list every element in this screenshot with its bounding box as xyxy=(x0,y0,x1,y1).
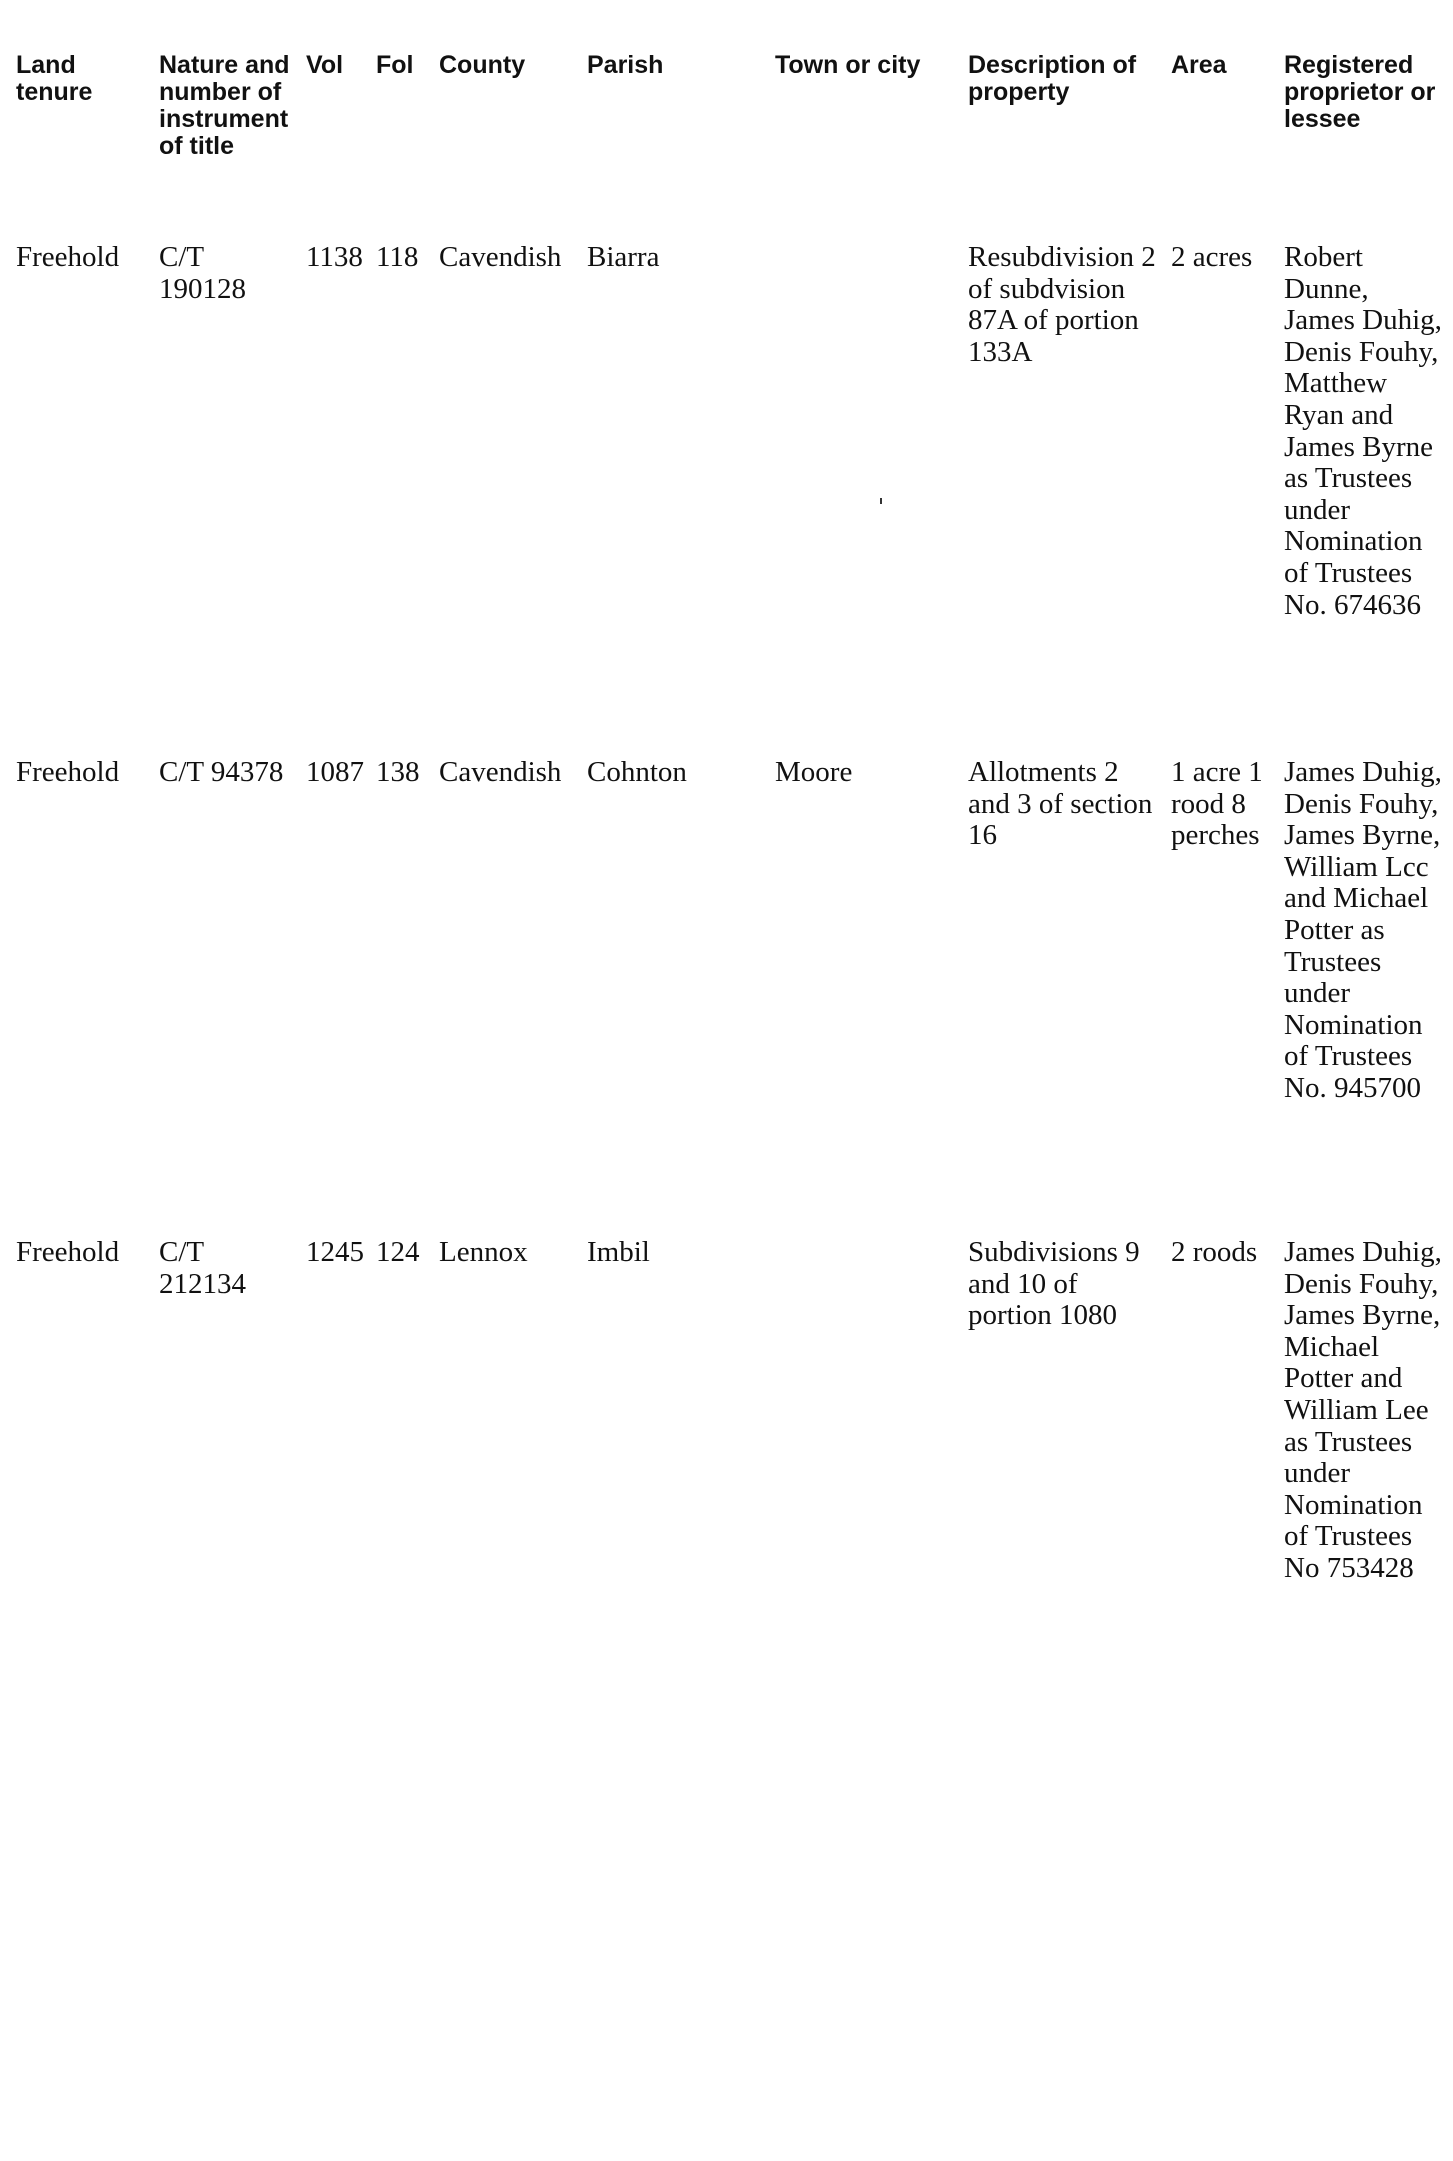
cell-instrument: C/T 94378 xyxy=(159,756,284,788)
header-row xyxy=(10,52,1450,242)
header-area: Area xyxy=(1171,51,1227,79)
cell-vol: 1245 xyxy=(306,1236,364,1268)
header-town-or-city: Town or city xyxy=(775,51,921,79)
table-header xyxy=(10,52,1450,242)
cell-county: Cavendish xyxy=(439,756,562,788)
cell-fol: 124 xyxy=(376,1236,420,1268)
cell-town: Moore xyxy=(775,756,853,788)
cell-area: 1 acre 1 rood 8 perches xyxy=(1171,756,1263,852)
cell-town xyxy=(769,242,962,757)
cell-parish: Cohnton xyxy=(587,756,687,788)
table-body xyxy=(10,242,1450,1687)
cell-county: Cavendish xyxy=(439,241,562,273)
cell-area: 2 roods xyxy=(1171,1236,1258,1268)
cell-instrument: C/T 212134 xyxy=(159,1236,246,1300)
table-row xyxy=(10,242,1450,757)
header-description: Description of property xyxy=(968,51,1137,106)
header-vol: Vol xyxy=(306,51,344,79)
cell-parish: Imbil xyxy=(587,1236,650,1268)
header-nature-instrument: Nature and number of instrument of title xyxy=(159,51,290,160)
land-register-table xyxy=(10,52,1450,1687)
header-proprietor: Registered proprietor or lessee xyxy=(1284,51,1436,133)
cell-town xyxy=(769,1237,962,1687)
cell-vol: 1087 xyxy=(306,756,364,788)
cell-instrument: C/T 190128 xyxy=(159,241,246,305)
cell-description: Subdivisions 9 and 10 of portion 1080 xyxy=(968,1236,1140,1332)
cell-proprietor: James Duhig, Denis Fouhy, James Byrne, Michael Potter and William Lee as Trustees under Nomination of Trustees No 753428 xyxy=(1284,1236,1442,1584)
cell-area: 2 acres xyxy=(1171,241,1253,273)
scan-speck xyxy=(880,498,882,504)
cell-fol: 138 xyxy=(376,756,420,788)
cell-proprietor: James Duhig, Denis Fouhy, James Byrne, William Lcc and Michael Potter as Trustees under Nomination of Trustees No. 945700 xyxy=(1284,756,1442,1104)
cell-proprietor: Robert Dunne, James Duhig, Denis Fouhy, Matthew Ryan and James Byrne as Trustees under Nomination of Trustees No. 674636 xyxy=(1284,241,1442,621)
table-row xyxy=(10,1237,1450,1687)
header-land-tenure: Land tenure xyxy=(16,51,93,106)
cell-land-tenure: Freehold xyxy=(16,756,120,788)
header-parish: Parish xyxy=(587,51,664,79)
header-fol: Fol xyxy=(376,51,414,79)
cell-description: Allotments 2 and 3 of section 16 xyxy=(968,756,1153,852)
cell-land-tenure: Freehold xyxy=(16,241,120,273)
table-row xyxy=(10,757,1450,1237)
header-county: County xyxy=(439,51,526,79)
cell-county: Lennox xyxy=(439,1236,528,1268)
cell-parish: Biarra xyxy=(587,241,660,273)
cell-fol: 118 xyxy=(376,241,419,273)
cell-vol: 1138 xyxy=(306,241,363,273)
cell-description: Resubdivision 2 of subdvision 87A of portion 133A xyxy=(968,241,1156,368)
cell-land-tenure: Freehold xyxy=(16,1236,120,1268)
